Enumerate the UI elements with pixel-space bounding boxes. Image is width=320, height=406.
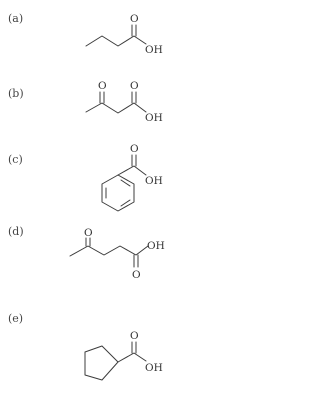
molecule-a-carbonyl-oxygen: O [130, 13, 139, 25]
molecule-b-skeleton [86, 92, 146, 113]
molecule-b-label: (b) [8, 87, 24, 100]
molecule-c-skeleton [102, 155, 146, 211]
molecule-c [8, 143, 163, 211]
molecule-b-ketone-oxygen: O [98, 80, 107, 92]
molecule-d-carbonyl-oxygen: O [132, 269, 141, 281]
molecule-d-skeleton [70, 238, 148, 267]
molecule-a [8, 12, 163, 56]
molecule-b-carbonyl-oxygen: O [130, 80, 139, 92]
molecule-c-label: (c) [8, 153, 23, 166]
molecule-b-hydroxyl: OH [145, 112, 163, 124]
molecule-e-hydroxyl: OH [145, 362, 163, 374]
molecule-c-hydroxyl: OH [145, 175, 163, 187]
molecule-d-hydroxyl: OH [147, 240, 165, 252]
molecule-b [8, 80, 163, 124]
molecule-d-ketone-oxygen: O [84, 227, 93, 239]
molecule-a-hydroxyl: OH [145, 44, 163, 56]
molecule-e-label: (e) [8, 312, 24, 325]
molecule-e [8, 312, 163, 380]
molecule-a-label: (a) [8, 12, 24, 25]
molecule-a-skeleton [86, 25, 146, 46]
molecule-d [8, 225, 165, 281]
molecule-c-carbonyl-oxygen: O [130, 143, 139, 155]
molecule-e-skeleton [85, 342, 146, 380]
molecule-d-label: (d) [8, 225, 24, 238]
molecule-e-carbonyl-oxygen: O [130, 330, 139, 342]
